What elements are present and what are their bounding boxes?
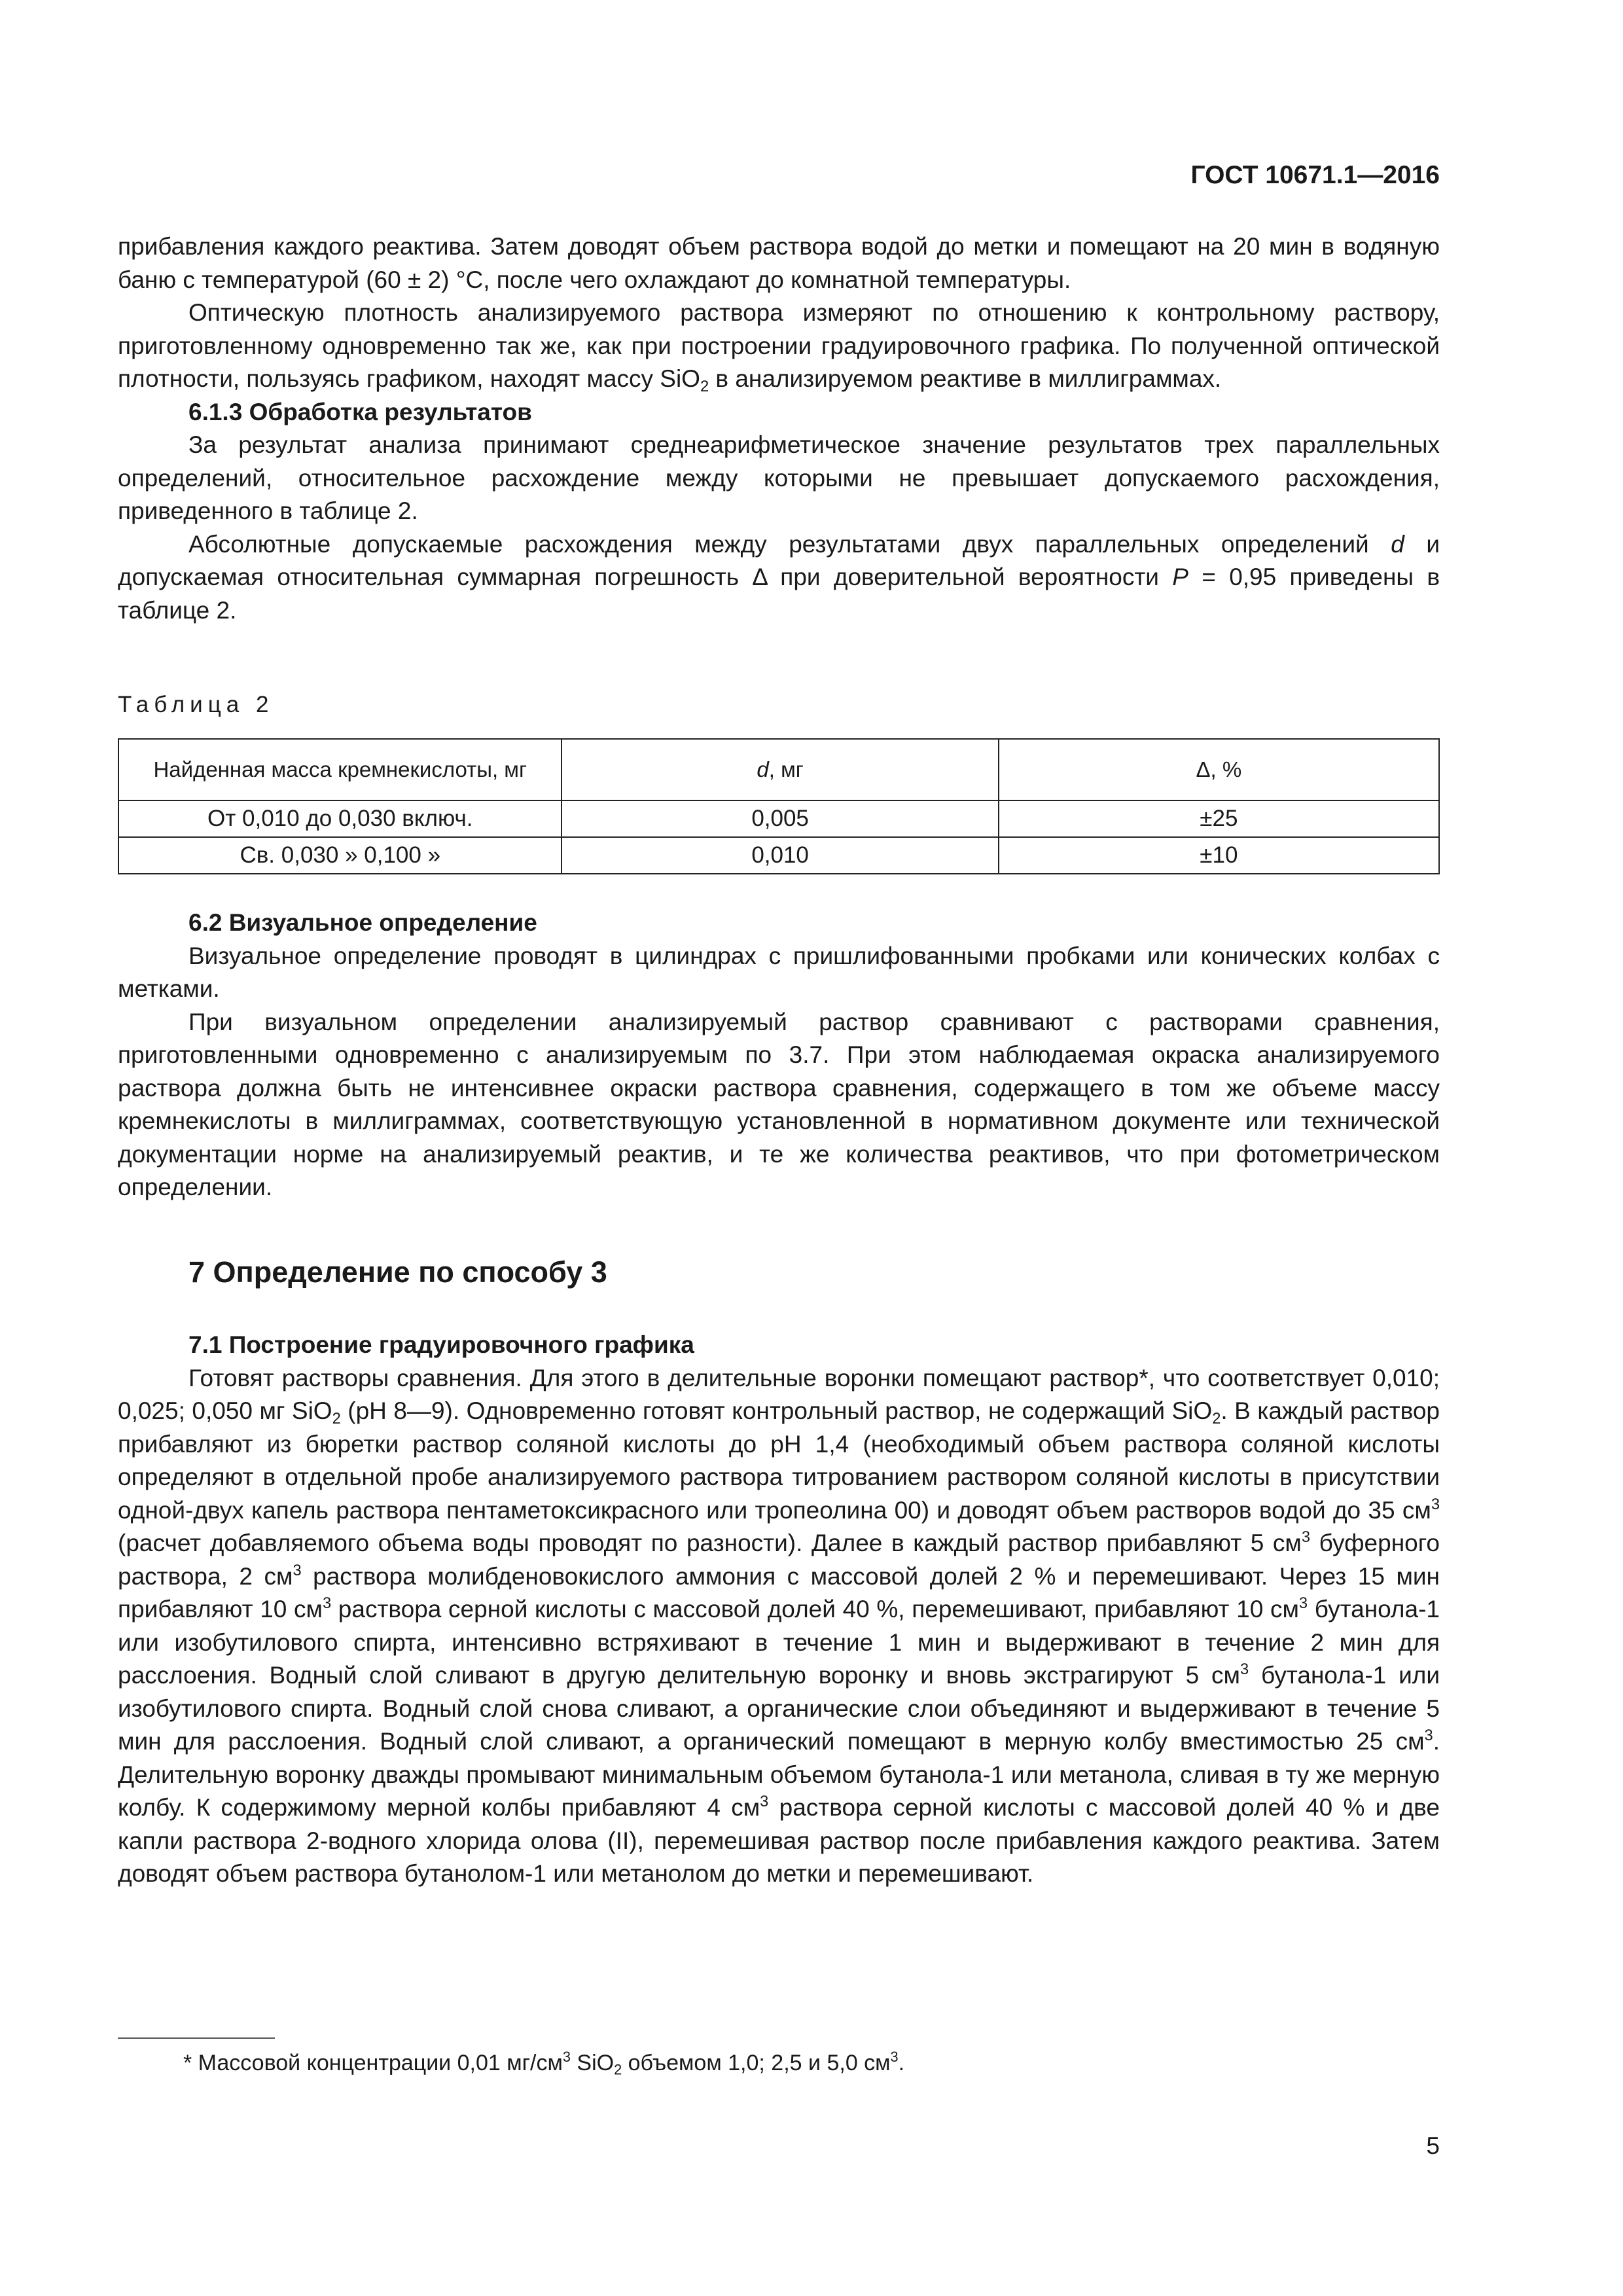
subscript: 2 — [700, 378, 709, 396]
paragraph — [118, 429, 1440, 528]
table-header-d — [562, 739, 998, 800]
italic-symbol: d — [757, 757, 769, 781]
superscript: 3 — [1301, 1528, 1311, 1546]
paragraph — [118, 940, 1440, 1006]
table-cell-d: 0,010 — [562, 837, 998, 874]
text-run: За результат анализа принимают среднеарифметическое значение результатов трех параллельных определений, относительное расхождение между которыми не превышает допускаемого расхождения, приведенного в таблице 2. — [118, 431, 1440, 524]
block-calibration-graph — [118, 1329, 1440, 1891]
table-row — [118, 837, 1439, 874]
text-run: объемом 1,0; 2,5 и 5,0 см — [622, 2051, 891, 2075]
footnote — [183, 2048, 905, 2078]
text-run: 7.1 Построение градуировочного графика — [188, 1331, 694, 1358]
text-run: (pH 8—9). Одновременно готовят контрольный раствор, не содержащий SiO — [340, 1397, 1213, 1424]
subscript: 2 — [614, 2061, 622, 2078]
text-run: * Массовой концентрации 0,01 мг/см — [183, 2051, 563, 2075]
superscript: 3 — [293, 1562, 302, 1579]
text-run: в анализируемом реактиве в миллиграммах. — [709, 365, 1222, 392]
table-cell-mass-range: Св. 0,030 » 0,100 » — [118, 837, 562, 874]
subsection-title — [118, 906, 1440, 940]
superscript: 3 — [760, 1793, 769, 1810]
page-number: 5 — [1426, 2132, 1440, 2159]
paragraph — [118, 1006, 1440, 1204]
text-run: Готовят растворы сравнения. Для этого в делительные воронки помещают раствор*, что соответствует 0,010; 0,025; 0,050 мг SiO — [118, 1364, 1440, 1424]
text-run: . В каждый раствор прибавляют из бюретки раствор соляной кислоты до pH 1,4 (необходимый объем раствора соляной кислоты определяют в отдельной пробе анализируемого раствора титрованием раствором соляной кислоты в присутствии одной-двух капель раствора пентаметоксикрасного или тропеолина 00) и доводят объем растворов водой до 35 см — [118, 1397, 1440, 1524]
paragraph — [118, 296, 1440, 396]
superscript: 3 — [1298, 1594, 1308, 1612]
subsection-title — [118, 1329, 1440, 1362]
text-run: При визуальном определении анализируемый раствор сравнивают с растворами сравнения, приготовленными одновременно с анализируемым по 3.7. При этом наблюдаемая окраска анализируемого раствора должна быть не интенсивнее окраски раствора сравнения, содержащего в том же объеме массу кремнекислоты в миллиграммах, соответствующую установленной в нормативном документе или технической документации норме на анализируемый реактив, и те же количества реактивов, что при фотометрическом определении. — [118, 1008, 1440, 1200]
text-run: 6.1.3 Обработка результатов — [188, 398, 532, 425]
italic-symbol: d — [1391, 530, 1404, 558]
text-run: раствора серной кислоты с массовой долей 40 % и две капли раствора 2-водного хлорида олова (II), перемешивая раствор после прибавления каждого реактива. Затем доводят объем раствора бутанолом-1 или метанолом до метки и перемешивают. — [118, 1794, 1440, 1887]
section-7-title: 7 Определение по способу 3 — [188, 1255, 607, 1289]
table-2 — [118, 738, 1440, 874]
superscript: 3 — [322, 1594, 332, 1612]
text-run: Δ, % — [1196, 757, 1242, 781]
italic-symbol: P — [1172, 564, 1188, 590]
text-run: . — [898, 2051, 905, 2075]
table-cell-mass-range: От 0,010 до 0,030 включ. — [118, 800, 562, 837]
block-photometric-end — [118, 230, 1440, 627]
text-run: , мг — [768, 757, 804, 781]
table-cell-d: 0,005 — [562, 800, 998, 837]
table-header-mass — [118, 739, 562, 800]
text-run: бутанола-1 или изобутилового спирта. Водный слой снова сливают, а органические слои объединяют и выдерживают в течение 5 мин для расслоения. Водный слой сливают, а органический помещают в мерную колбу вместимостью 25 см — [118, 1662, 1440, 1755]
superscript: 3 — [1424, 1727, 1433, 1744]
superscript: 3 — [890, 2048, 899, 2065]
subscript: 2 — [1212, 1410, 1221, 1428]
text-run: 6.2 Визуальное определение — [188, 909, 537, 936]
text-run: Найденная масса кремнекислоты, мг — [153, 757, 527, 781]
text-run: (расчет добавляемого объема воды проводят по разности). Далее в каждый раствор прибавляют 5 см — [118, 1530, 1302, 1556]
table-header-delta — [999, 739, 1439, 800]
text-run: Абсолютные допускаемые расхождения между результатами двух параллельных определений — [188, 530, 1391, 558]
document-page — [118, 0, 1440, 2296]
table-cell-delta: ±10 — [999, 837, 1439, 874]
document-id-header: ГОСТ 10671.1—2016 — [1190, 161, 1440, 189]
text-run: раствора молибденовокислого аммония с массовой долей 2 % и перемешивают. Через 15 мин прибавляют 10 см — [118, 1562, 1440, 1623]
text-run: бутанола-1 или изобутилового спирта, интенсивно встряхивают в течение 1 мин и выдерживают в течение 2 мин для расслоения. Водный слой сливают в другую делительную воронку и вновь экстрагируют 5 см — [118, 1596, 1440, 1689]
table-2-caption: Таблица 2 — [118, 692, 274, 717]
paragraph — [118, 1362, 1440, 1891]
block-visual-determination — [118, 906, 1440, 1204]
subsection-title — [118, 396, 1440, 429]
text-run: прибавления каждого реактива. Затем доводят объем раствора водой до метки и помещают на 20 мин в водяную баню с температурой (60 ± 2) °С, после чего охлаждают до комнатной температуры. — [118, 233, 1440, 293]
subscript: 2 — [332, 1410, 341, 1428]
superscript: 3 — [1240, 1660, 1249, 1678]
table-row — [118, 800, 1439, 837]
text-run: раствора серной кислоты с массовой долей 40 %, перемешивают, прибавляют 10 см — [331, 1596, 1299, 1623]
text-run: и допускаемая относительная суммарная погрешность Δ при доверительной вероятности — [118, 530, 1440, 590]
text-run: буферного раствора, 2 см — [118, 1530, 1440, 1590]
paragraph — [118, 528, 1440, 628]
superscript: 3 — [1431, 1496, 1440, 1513]
text-run: SiO — [570, 2051, 615, 2075]
text-run: Оптическую плотность анализируемого раствора измеряют по отношению к контрольному раствору, приготовленному одновременно так же, как при построении градуировочного графика. По полученной оптической плотности, пользуясь графиком, находят массу SiO — [118, 299, 1440, 392]
table-cell-delta: ±25 — [999, 800, 1439, 837]
footnote-divider — [118, 2037, 275, 2039]
table-header-row — [118, 739, 1439, 800]
text-run: = 0,95 приведены в таблице 2. — [118, 564, 1440, 624]
paragraph — [118, 230, 1440, 296]
superscript: 3 — [562, 2048, 571, 2065]
text-run: Визуальное определение проводят в цилиндрах с пришлифованными пробками или конических колбах с метками. — [118, 942, 1440, 1002]
text-run: . Делительную воронку дважды промывают минимальным объемом бутанола-1 или метанола, сливая в ту же мерную колбу. К содержимому мерной колбы прибавляют 4 см — [118, 1728, 1440, 1821]
